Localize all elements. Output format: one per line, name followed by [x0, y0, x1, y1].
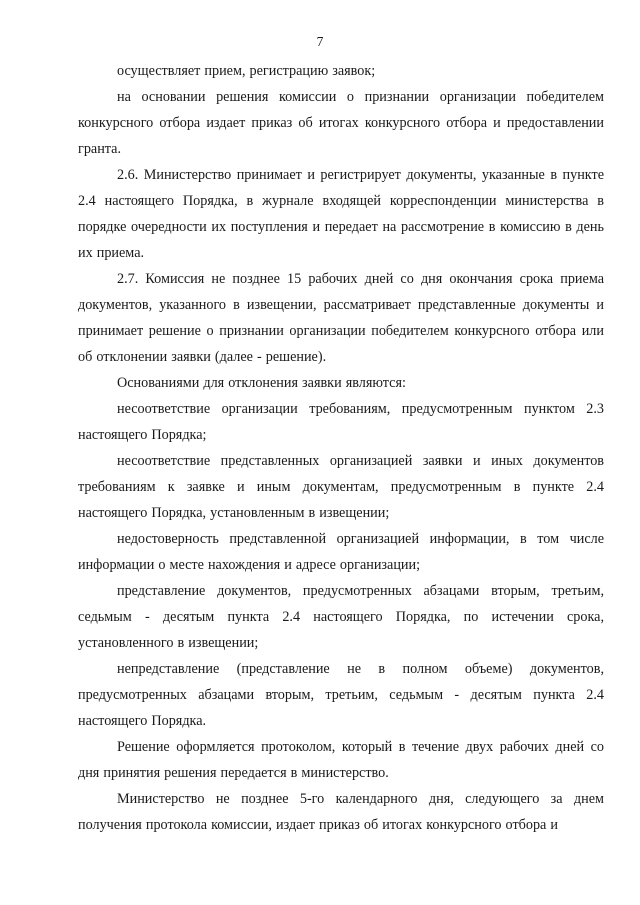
paragraph: Основаниями для отклонения заявки являются: — [117, 375, 406, 391]
paragraph: непредставление (представление не в полном объеме) документов, предусмотренных абзацами вторым, третьим, седьмым - десятым пункта 2.4 настоящего Порядка. — [78, 661, 604, 729]
paragraph: несоответствие организации требованиям, предусмотренным пунктом 2.3 настоящего Порядка; — [78, 401, 604, 443]
paragraph: на основании решения комиссии о признании организации победителем конкурсного отбора издает приказ об итогах конкурсного отбора и предоставлении гранта. — [78, 89, 604, 157]
paragraph: Министерство не позднее 5-го календарного дня, следующего за днем получения протокола комиссии, издает приказ об итогах конкурсного отбора и — [78, 791, 604, 833]
paragraph: недостоверность представленной организацией информации, в том числе информации о месте нахождения и адресе организации; — [78, 531, 604, 573]
page-number: 7 — [316, 34, 324, 49]
document-body — [78, 58, 604, 838]
paragraph: осуществляет прием, регистрацию заявок; — [117, 63, 376, 79]
paragraph: Решение оформляется протоколом, который в течение двух рабочих дней со дня принятия решения передается в министерство. — [78, 739, 604, 781]
paragraph: 2.7. Комиссия не позднее 15 рабочих дней со дня окончания срока приема документов, указанного в извещении, рассматривает представленные документы и принимает решение о признании организации победителем конкурсного отбора или об отклонении заявки (далее - решение). — [78, 271, 604, 365]
paragraph: представление документов, предусмотренных абзацами вторым, третьим, седьмым - десятым пункта 2.4 настоящего Порядка, по истечении срока, установленного в извещении; — [78, 583, 604, 651]
paragraph: 2.6. Министерство принимает и регистрирует документы, указанные в пункте 2.4 настоящего Порядка, в журнале входящей корреспонденции министерства в порядке очередности их поступления и передает на рассмотрение в комиссию в день их приема. — [78, 167, 604, 261]
paragraph: несоответствие представленных организацией заявки и иных документов требованиям к заявке и иным документам, предусмотренным в пункте 2.4 настоящего Порядка, установленным в извещении; — [78, 453, 604, 521]
